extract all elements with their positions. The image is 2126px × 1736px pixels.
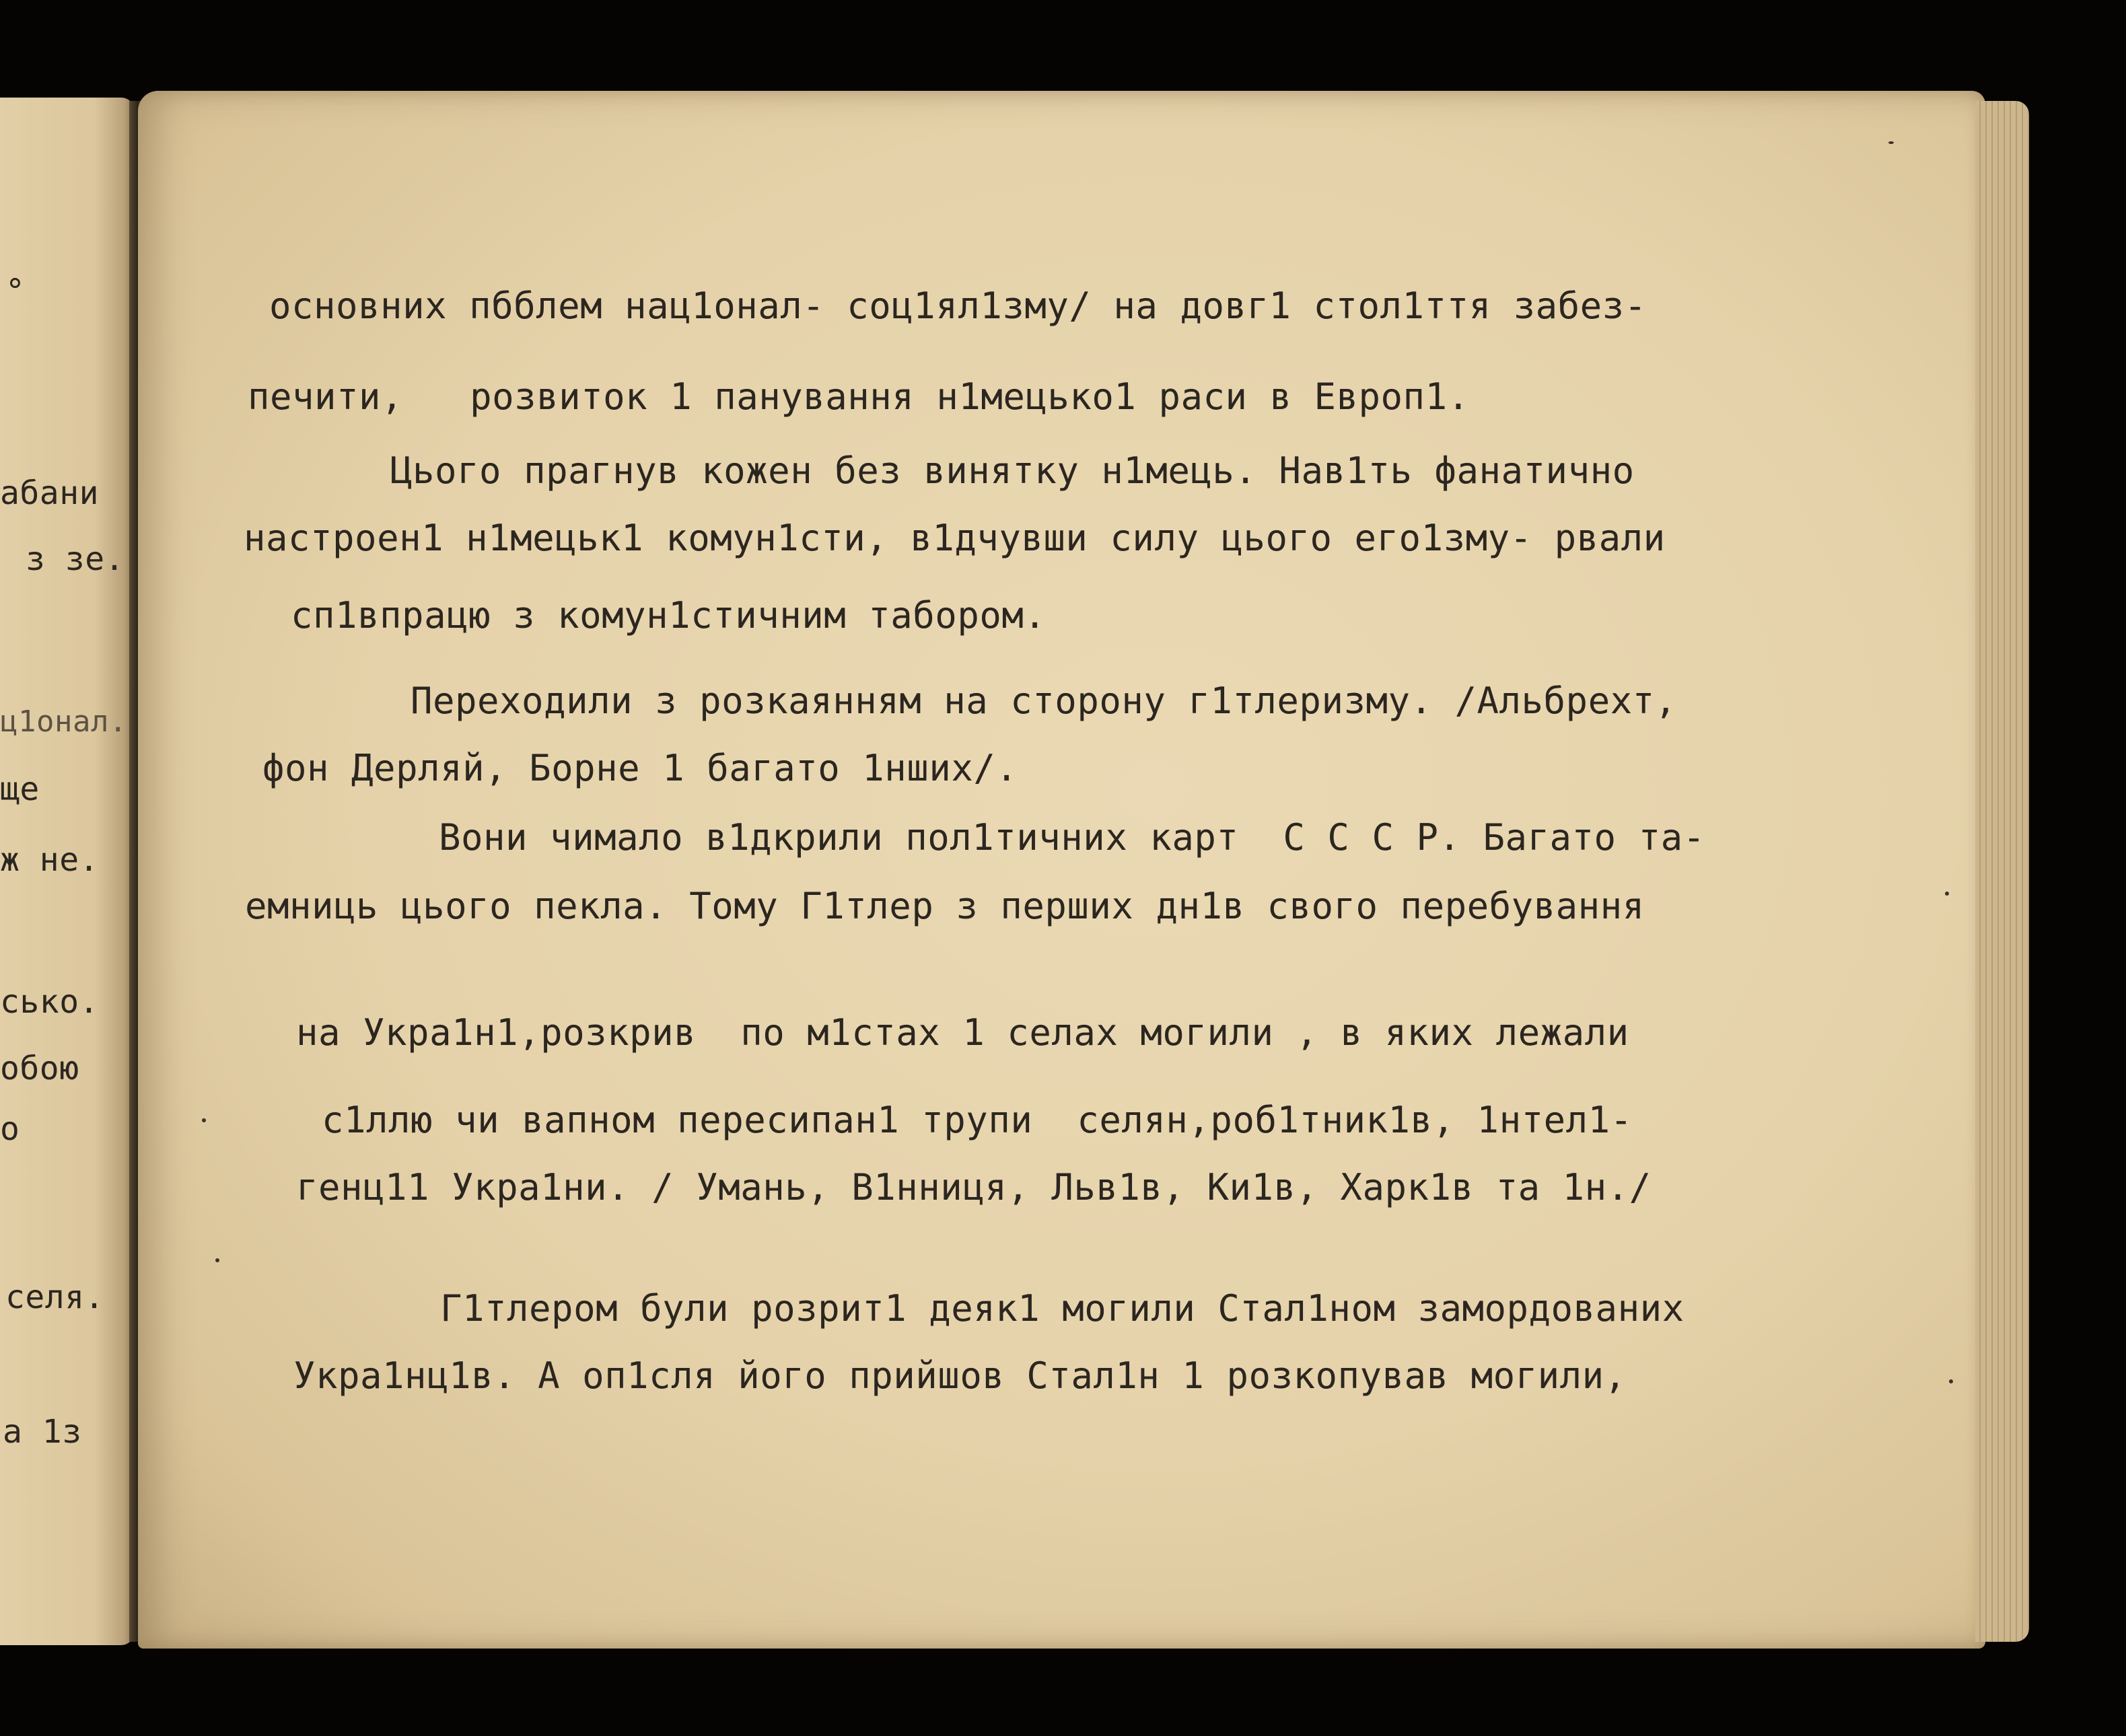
- text-line: на Укра1н1,розкрив по м1стах 1 селах могили , в яких лежали: [296, 1011, 1629, 1054]
- paper-speck: [1945, 892, 1949, 896]
- text-line: емниць цього пекла. Тому Г1тлер з перших дн1в свого перебування: [245, 885, 1645, 927]
- text-line: Цього прагнув кожен без винятку н1мець. Нав1ть фанатично: [390, 449, 1635, 492]
- left-page-fragment: ж не.: [0, 841, 99, 879]
- left-page-fragment: а 1з: [3, 1413, 82, 1451]
- paper-speck: [215, 1258, 219, 1262]
- text-line: печити, розвиток 1 панування н1мецько1 раси в Европ1.: [248, 375, 1470, 418]
- text-line: с1ллю чи вапном пересипан1 трупи селян,роб1тник1в, 1нтел1-: [322, 1099, 1633, 1141]
- paper-speck: [202, 1118, 206, 1122]
- page-edges: [1975, 101, 2029, 1642]
- text-line: основних пбблем нац1онал- соц1ял1зму/ на довг1 стол1ття забез-: [269, 285, 1647, 327]
- text-line: Вони чимало в1дкрили пол1тичних карт С С С Р. Багато та-: [439, 816, 1705, 859]
- text-line: Укра1нц1в. А оп1сля його прийшов Стал1н 1 розкопував могили,: [293, 1354, 1627, 1397]
- paper-speck: [1888, 141, 1894, 144]
- left-page-fragment: селя.: [5, 1278, 104, 1316]
- left-page-fragment: сько.: [0, 983, 99, 1021]
- left-page-fragment: о: [0, 1110, 20, 1148]
- text-line: генц11 Укра1ни. / Умань, В1нниця, Льв1в, Ки1в, Харк1в та 1н./: [296, 1166, 1652, 1208]
- text-line: сп1впрацю з комун1стичним табором.: [291, 594, 1047, 637]
- left-page-fragment: з зе.: [26, 540, 125, 578]
- text-line: Переходили з розкаянням на сторону г1тлеризму. /Альбрехт,: [411, 680, 1677, 722]
- left-page: [0, 98, 135, 1645]
- text-line: настроен1 н1мецьк1 комун1сти, в1дчувши силу цього его1зму- рвали: [244, 517, 1666, 559]
- left-page-fragment: ще: [0, 770, 40, 808]
- left-page-fragment: ц1онал.: [0, 704, 127, 739]
- left-page-fragment: обою: [0, 1050, 79, 1087]
- text-line: Г1тлером були розрит1 деяк1 могили Стал1ном замордованих: [440, 1287, 1685, 1330]
- left-page-fragment: °: [5, 273, 26, 310]
- paper-speck: [1949, 1379, 1953, 1383]
- text-line: фон Дерляй, Борне 1 багато 1нших/.: [262, 747, 1018, 789]
- left-page-fragment: абани: [0, 474, 99, 512]
